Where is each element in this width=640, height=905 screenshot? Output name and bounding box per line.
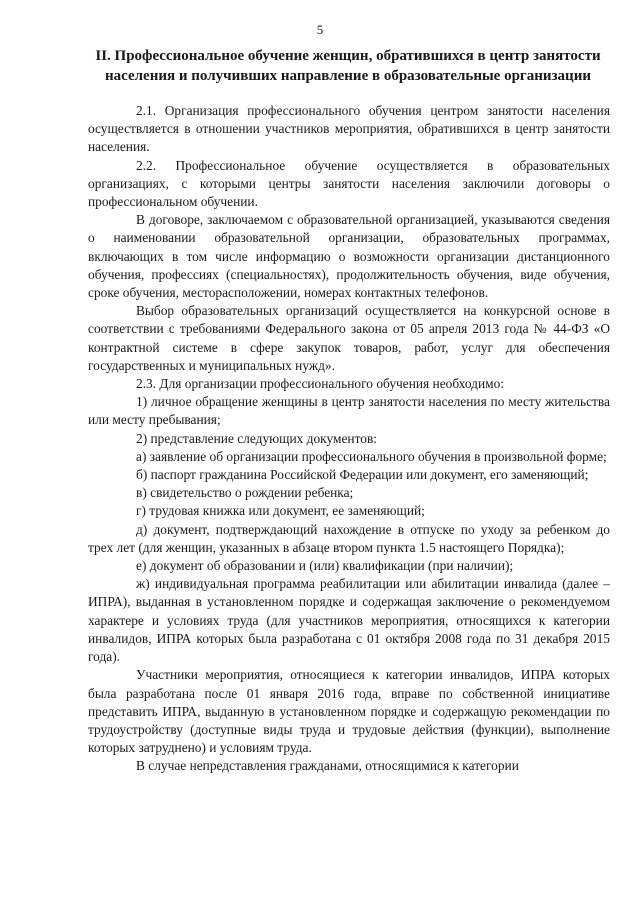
- list-item-zh: ж) индивидуальная программа реабилитации или абилитации инвалида (далее – ИПРА), выданная в установленном порядке и содержащая заключение о рекомендуемом характере и условиях труда (для участников мероприятия, относящихся к категории инвалидов, ИПРА которых была разработана с 01 октября 2008 года по 31 декабря 2015 года).: [88, 576, 610, 665]
- section-heading-line-1: II. Профессиональное обучение женщин, обратившихся в центр занятости: [95, 48, 601, 64]
- paragraph-2-2: 2.2. Профессиональное обучение осуществляется в образовательных организациях, с которыми центры занятости населения заключили договоры о профессиональном обучении.: [88, 157, 610, 210]
- document-body: [88, 102, 610, 776]
- list-item-2: 2) представление следующих документов:: [136, 430, 378, 446]
- paragraph-2-3: 2.3. Для организации профессионального обучения необходимо:: [136, 376, 505, 392]
- list-item-v: в) свидетельство о рождении ребенка;: [136, 485, 354, 501]
- paragraph-non-submission: В случае непредставления гражданами, относящимися к категории: [136, 758, 519, 774]
- page-number: 5: [316, 22, 324, 37]
- list-item-g: г) трудовая книжка или документ, ее заменяющий;: [136, 503, 425, 519]
- list-item-a: а) заявление об организации профессионального обучения в произвольной форме;: [136, 448, 607, 464]
- paragraph-ipra-2016: Участники мероприятия, относящиеся к категории инвалидов, ИПРА которых была разработана после 01 января 2016 года, вправе по собственной инициативе представить ИПРА, выданную в установленном порядке и содержащую рекомендации по трудоустройству (доступные виды труда и трудовые действия (функции), выполнение которых затруднено) и условиям труда.: [88, 667, 610, 756]
- paragraph-2-1: 2.1. Организация профессионального обучения центром занятости населения осуществляется в отношении участников мероприятия, обратившихся в центр занятости населения.: [88, 103, 610, 155]
- section-heading-line-2: населения и получивших направление в образовательные организации: [105, 68, 591, 84]
- paragraph-selection: Выбор образовательных организаций осуществляется на конкурсной основе в соответствии с требованиями Федерального закона от 05 апреля 2013 года № 44-ФЗ «О контрактной системе в сфере закупок товаров, работ, услуг для обеспечения государственных и муниципальных нужд».: [88, 303, 610, 373]
- list-item-e: е) документ об образовании и (или) квалификации (при наличии);: [136, 558, 514, 574]
- list-item-1: 1) личное обращение женщины в центр занятости населения по месту жительства или месту пребывания;: [88, 394, 610, 428]
- list-item-d: д) документ, подтверждающий нахождение в отпуске по уходу за ребенком до трех лет (для женщин, указанных в абзаце втором пункта 1.5 настоящего Порядка);: [88, 521, 610, 555]
- list-item-b: б) паспорт гражданина Российской Федерации или документ, его заменяющий;: [136, 467, 589, 483]
- paragraph-contract: В договоре, заключаемом с образовательной организацией, указываются сведения о наименовании образовательной организации, образовательных программах, включающих в том числе информацию о возможности организации дистанционного обучения, профессиях (специальностях), продолжительность обучения, виде обучения, сроке обучения, месторасположении, номерах контактных телефонов.: [88, 212, 610, 301]
- section-heading: [88, 46, 608, 86]
